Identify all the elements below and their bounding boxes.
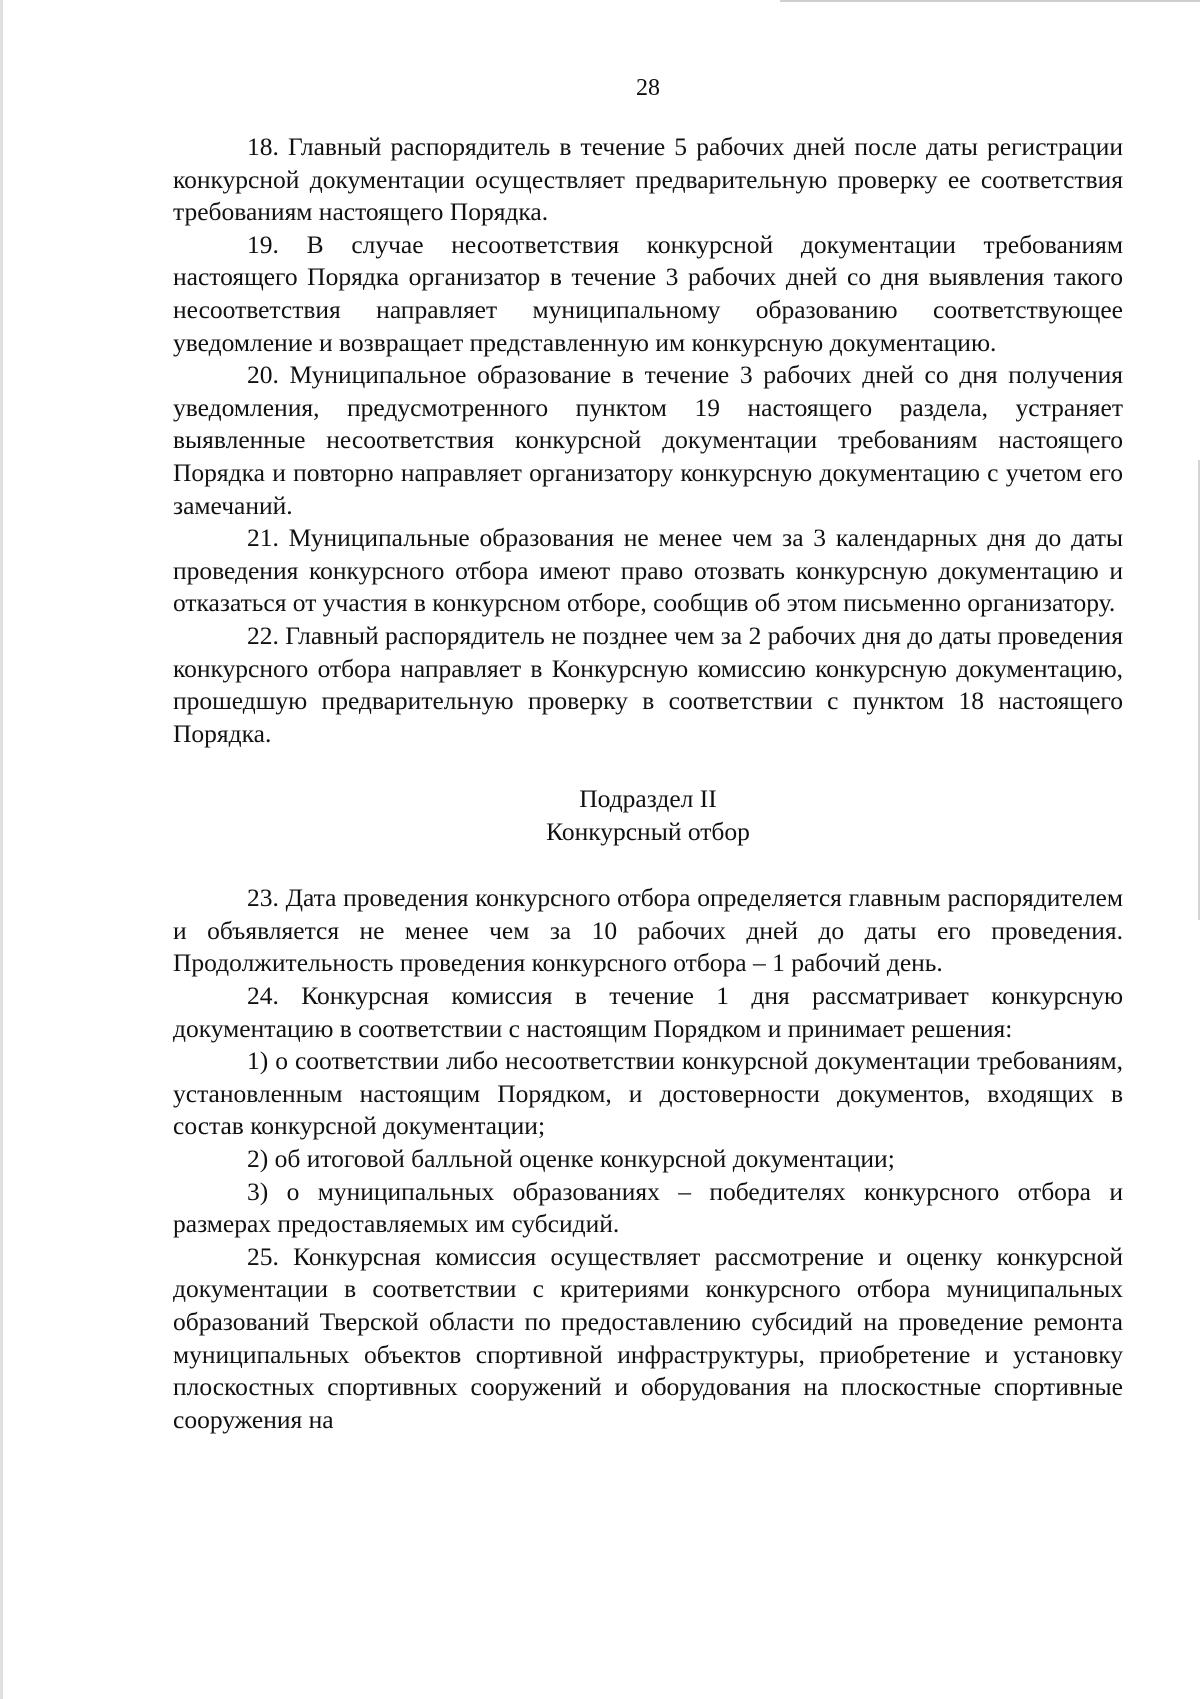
- list-item-2: 2) об итоговой балльной оценке конкурсной документации;: [247, 1144, 895, 1174]
- subsection-heading: [173, 782, 1123, 848]
- document-page: [173, 70, 1123, 1436]
- subsection-number: Подраздел II: [579, 784, 717, 814]
- scan-edge-left: [0, 0, 3, 1699]
- list-item-3: 3) о муниципальных образованиях – победителях конкурсного отбора и размерах предоставляемых им субсидий.: [173, 1176, 1123, 1239]
- paragraph-20: 20. Муниципальное образование в течение 3 рабочих дней со дня получения уведомления, предусмотренного пунктом 19 настоящего раздела, устраняет выявленные несоответствия конкурсной документации требованиям настоящего Порядка и повторно направляет организатору конкурсную документацию с учетом его замечаний.: [173, 360, 1123, 520]
- paragraph-18: 18. Главный распорядитель в течение 5 рабочих дней после даты регистрации конкурсной документации осуществляет предварительную проверку ее соответствия требованиям настоящего Порядка.: [173, 132, 1123, 227]
- page-number: 28: [636, 75, 660, 101]
- paragraph-25: 25. Конкурсная комиссия осуществляет рассмотрение и оценку конкурсной документации в соответствии с критериями конкурсного отбора муниципальных образований Тверской области по предоставлению субсидий на проведение ремонта муниципальных объектов спортивной инфраструктуры, приобретение и установку плоскостных спортивных сооружений и оборудования на плоскостные спортивные сооружения на: [173, 1241, 1123, 1434]
- subsection-title: Конкурсный отбор: [546, 817, 750, 847]
- list-item-1: 1) о соответствии либо несоответствии конкурсной документации требованиям, установленным настоящим Порядком, и достоверности документов, входящих в состав конкурсной документации;: [173, 1046, 1123, 1141]
- scan-edge-top: [780, 0, 1200, 2]
- paragraph-21: 21. Муниципальные образования не менее чем за 3 календарных дня до даты проведения конкурсного отбора имеют право отозвать конкурсную документацию и отказаться от участия в конкурсном отборе, сообщив об этом письменно организатору.: [173, 523, 1123, 618]
- paragraph-22: 22. Главный распорядитель не позднее чем за 2 рабочих дня до даты проведения конкурсного отбора направляет в Конкурсную комиссию конкурсную документацию, прошедшую предварительную проверку в соответствии с пунктом 18 настоящего Порядка.: [173, 620, 1123, 748]
- paragraph-19: 19. В случае несоответствия конкурсной документации требованиям настоящего Порядка организатор в течение 3 рабочих дней со дня выявления такого несоответствия направляет муниципальному образованию соответствующее уведомление и возвращает представленную им конкурсную документацию.: [173, 229, 1123, 357]
- paragraph-24: 24. Конкурсная комиссия в течение 1 дня рассматривает конкурсную документацию в соответствии с настоящим Порядком и принимает решения:: [173, 981, 1123, 1043]
- paragraph-23: 23. Дата проведения конкурсного отбора определяется главным распорядителем и объявляется не менее чем за 10 рабочих дней до даты его проведения. Продолжительность проведения конкурсного отбора – 1 рабочий день.: [173, 883, 1123, 978]
